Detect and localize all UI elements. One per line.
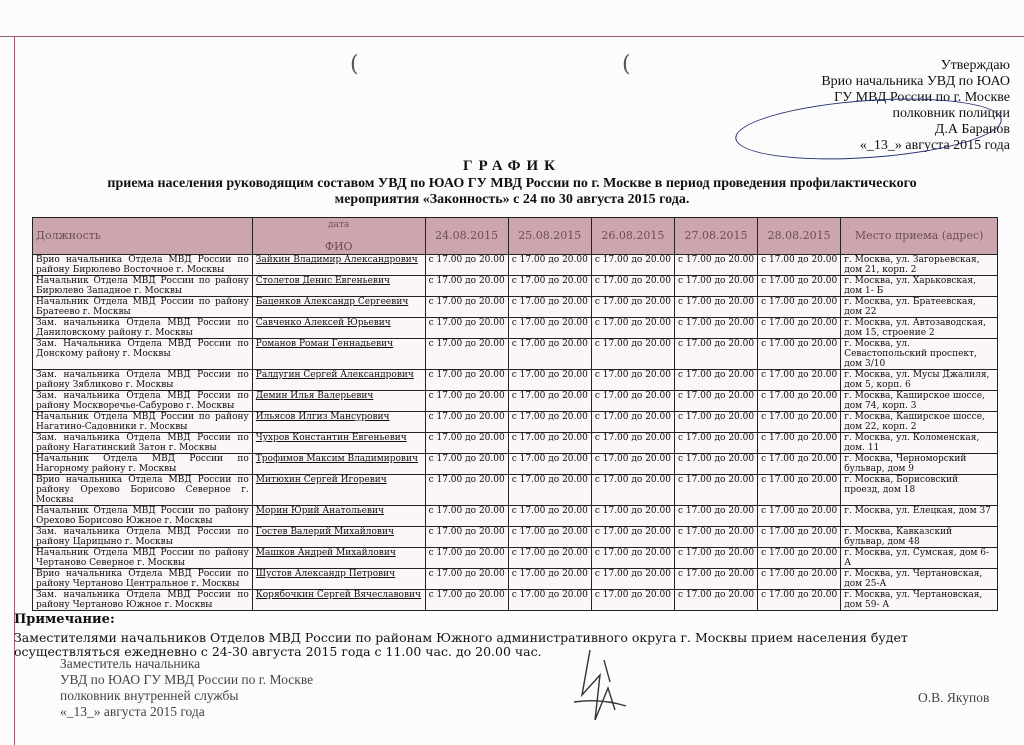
cell-time: с 17.00 до 20.00 <box>674 276 757 297</box>
cell-time: с 17.00 до 20.00 <box>758 255 841 276</box>
cell-address: г. Москва, ул. Сумская, дом 6-А <box>841 548 998 569</box>
cell-address: г. Москва, Каширское шоссе, дом 74, корп. 3 <box>841 391 998 412</box>
table-row <box>33 454 998 475</box>
cell-address: г. Москва, Борисовский проезд, дом 18 <box>841 475 998 506</box>
cell-time: с 17.00 до 20.00 <box>674 569 757 590</box>
header-day: 26.08.2015 <box>591 218 674 255</box>
cell-time: с 17.00 до 20.00 <box>508 391 591 412</box>
deputy-line: полковник внутренней службы <box>60 688 239 703</box>
cell-name: Шустов Александр Петрович <box>252 569 425 590</box>
cell-time: с 17.00 до 20.00 <box>591 276 674 297</box>
cell-position: Зам. начальника Отдела МВД России по району Царицыно г. Москвы <box>33 527 253 548</box>
table-row <box>33 475 998 506</box>
cell-name: Демин Илья Валерьевич <box>252 391 425 412</box>
cell-time: с 17.00 до 20.00 <box>425 475 508 506</box>
cell-name: Чухров Константин Евгеньевич <box>252 433 425 454</box>
cell-position: Начальник Отдела МВД России по району Братеево г. Москвы <box>33 297 253 318</box>
cell-position: Зам. начальника Отдела МВД России по району Чертаново Южное г. Москвы <box>33 590 253 611</box>
deputy-signature-block <box>60 656 313 720</box>
cell-time: с 17.00 до 20.00 <box>758 548 841 569</box>
approval-line: ГУ МВД России по г. Москве <box>834 90 1010 105</box>
cell-time: с 17.00 до 20.00 <box>674 391 757 412</box>
cell-time: с 17.00 до 20.00 <box>425 506 508 527</box>
cell-position: Врио начальника Отдела МВД России по району Бирюлево Восточное г. Москвы <box>33 255 253 276</box>
cell-name: Трофимов Максим Владимирович <box>252 454 425 475</box>
table-row <box>33 527 998 548</box>
signature-loop <box>733 91 1003 167</box>
cell-time: с 17.00 до 20.00 <box>425 255 508 276</box>
cell-time: с 17.00 до 20.00 <box>508 255 591 276</box>
cell-position: Зам. начальника Отдела МВД России по району Зябликово г. Москвы <box>33 370 253 391</box>
cell-time: с 17.00 до 20.00 <box>425 318 508 339</box>
cell-time: с 17.00 до 20.00 <box>758 506 841 527</box>
cell-address: г. Москва, Каширское шоссе, дом 22, корп. 2 <box>841 412 998 433</box>
cell-time: с 17.00 до 20.00 <box>758 475 841 506</box>
header-day: 24.08.2015 <box>425 218 508 255</box>
cell-time: с 17.00 до 20.00 <box>591 454 674 475</box>
cell-name: Гостев Валерий Михайлович <box>252 527 425 548</box>
cell-name: Баценков Александр Сергеевич <box>252 297 425 318</box>
cell-time: с 17.00 до 20.00 <box>758 339 841 370</box>
table-row <box>33 590 998 611</box>
cell-time: с 17.00 до 20.00 <box>508 339 591 370</box>
cell-time: с 17.00 до 20.00 <box>508 548 591 569</box>
cell-name: Ильясов Илгиз Мансурович <box>252 412 425 433</box>
cell-name: Машков Андрей Михайлович <box>252 548 425 569</box>
cell-time: с 17.00 до 20.00 <box>591 370 674 391</box>
cell-position: Начальник Отдела МВД России по району Чертаново Северное г. Москвы <box>33 548 253 569</box>
schedule-table <box>32 217 998 611</box>
cell-position: Начальник Отдела МВД России по району Бирюлево Западное г. Москвы <box>33 276 253 297</box>
handwritten-signature <box>560 640 640 730</box>
cell-position: Начальник Отдела МВД России по району Нагатино-Садовники г. Москвы <box>33 412 253 433</box>
cell-time: с 17.00 до 20.00 <box>508 370 591 391</box>
deputy-date: «_13_» августа 2015 года <box>60 704 205 719</box>
table-row <box>33 433 998 454</box>
table-row <box>33 318 998 339</box>
cell-time: с 17.00 до 20.00 <box>674 475 757 506</box>
cell-time: с 17.00 до 20.00 <box>758 297 841 318</box>
cell-time: с 17.00 до 20.00 <box>674 255 757 276</box>
cell-time: с 17.00 до 20.00 <box>674 433 757 454</box>
cell-time: с 17.00 до 20.00 <box>758 527 841 548</box>
cell-address: г. Москва, ул. Харьковская, дом 1- Б <box>841 276 998 297</box>
note-text: Заместителями начальников Отделов МВД России по районам Южного административного округа г. Москвы прием населения будет осуществляться ежедневно с 24-30 августа 2015 года с 11.00 час. до 20.00 час. <box>14 630 908 659</box>
cell-time: с 17.00 до 20.00 <box>591 412 674 433</box>
cell-address: г. Москва, ул. Коломенская, дом. 11 <box>841 433 998 454</box>
cell-position: Начальник Отдела МВД России по Нагорному району г. Москвы <box>33 454 253 475</box>
cell-time: с 17.00 до 20.00 <box>508 433 591 454</box>
cell-name: Морин Юрий Анатольевич <box>252 506 425 527</box>
cell-time: с 17.00 до 20.00 <box>508 297 591 318</box>
cell-address: г. Москва, ул. Чертановская, дом 59- А <box>841 590 998 611</box>
cell-address: г. Москва, ул. Елецкая, дом 37 <box>841 506 998 527</box>
cell-time: с 17.00 до 20.00 <box>758 590 841 611</box>
cell-time: с 17.00 до 20.00 <box>758 569 841 590</box>
cell-time: с 17.00 до 20.00 <box>591 569 674 590</box>
note-label: Примечание: <box>14 612 115 627</box>
table-row <box>33 569 998 590</box>
cell-time: с 17.00 до 20.00 <box>508 475 591 506</box>
document-subtitle-line2: мероприятия «Законность» с 24 по 30 августа 2015 года. <box>334 192 690 207</box>
cell-time: с 17.00 до 20.00 <box>591 433 674 454</box>
cell-time: с 17.00 до 20.00 <box>591 548 674 569</box>
cell-time: с 17.00 до 20.00 <box>425 391 508 412</box>
cell-time: с 17.00 до 20.00 <box>508 506 591 527</box>
cell-time: с 17.00 до 20.00 <box>591 297 674 318</box>
cell-name: Савченко Алексей Юрьевич <box>252 318 425 339</box>
approval-line: Врио начальника УВД по ЮАО <box>821 74 1010 89</box>
cell-time: с 17.00 до 20.00 <box>591 506 674 527</box>
cell-time: с 17.00 до 20.00 <box>425 569 508 590</box>
cell-time: с 17.00 до 20.00 <box>758 318 841 339</box>
cell-name: Столетов Денис Евгеньевич <box>252 276 425 297</box>
table-row <box>33 370 998 391</box>
header-fio-label: ФИО <box>324 240 353 253</box>
cell-time: с 17.00 до 20.00 <box>674 318 757 339</box>
cell-time: с 17.00 до 20.00 <box>591 527 674 548</box>
cell-time: с 17.00 до 20.00 <box>508 412 591 433</box>
cell-time: с 17.00 до 20.00 <box>591 590 674 611</box>
cell-time: с 17.00 до 20.00 <box>425 548 508 569</box>
cell-time: с 17.00 до 20.00 <box>425 412 508 433</box>
cell-time: с 17.00 до 20.00 <box>674 370 757 391</box>
cell-time: с 17.00 до 20.00 <box>425 276 508 297</box>
cell-time: с 17.00 до 20.00 <box>674 590 757 611</box>
cell-time: с 17.00 до 20.00 <box>508 318 591 339</box>
cell-time: с 17.00 до 20.00 <box>674 454 757 475</box>
hole-punch-mark-right: ( <box>622 52 631 77</box>
header-position: Должность <box>33 218 253 255</box>
hole-punch-mark-left: ( <box>350 52 359 77</box>
cell-time: с 17.00 до 20.00 <box>508 454 591 475</box>
cell-time: с 17.00 до 20.00 <box>674 412 757 433</box>
approval-signatory: Д.А Баранов <box>934 122 1010 137</box>
table-row <box>33 339 998 370</box>
cell-address: г. Москва, ул. Загорьевская, дом 21, корп. 2 <box>841 255 998 276</box>
cell-time: с 17.00 до 20.00 <box>591 318 674 339</box>
approval-line: полковник полиции <box>892 106 1010 121</box>
header-day: 28.08.2015 <box>758 218 841 255</box>
cell-address: г. Москва, Черноморский бульвар, дом 9 <box>841 454 998 475</box>
top-border-line <box>0 36 1024 37</box>
cell-position: Зам. Начальника Отдела МВД России по Донскому району г. Москвы <box>33 339 253 370</box>
deputy-name: О.В. Якупов <box>918 690 990 705</box>
cell-time: с 17.00 до 20.00 <box>674 297 757 318</box>
document-heading: ГРАФИК <box>462 158 562 174</box>
cell-time: с 17.00 до 20.00 <box>508 590 591 611</box>
cell-time: с 17.00 до 20.00 <box>758 391 841 412</box>
cell-name: Романов Роман Геннадьевич <box>252 339 425 370</box>
header-date-label: дата <box>328 220 350 230</box>
cell-time: с 17.00 до 20.00 <box>425 370 508 391</box>
cell-time: с 17.00 до 20.00 <box>758 276 841 297</box>
cell-time: с 17.00 до 20.00 <box>425 297 508 318</box>
cell-time: с 17.00 до 20.00 <box>674 506 757 527</box>
cell-address: г. Москва, ул. Автозаводская, дом 15, строение 2 <box>841 318 998 339</box>
cell-address: г. Москва, ул. Севастопольский проспект, дом 3/10 <box>841 339 998 370</box>
table-row <box>33 391 998 412</box>
approval-line: Утверждаю <box>940 58 1010 73</box>
cell-time: с 17.00 до 20.00 <box>758 454 841 475</box>
table-row <box>33 548 998 569</box>
table-row <box>33 297 998 318</box>
cell-time: с 17.00 до 20.00 <box>674 548 757 569</box>
cell-time: с 17.00 до 20.00 <box>425 527 508 548</box>
cell-position: Врио начальника Отдела МВД России по району Чертаново Центральное г. Москвы <box>33 569 253 590</box>
cell-name: Корябочкин Сергей Вячеславович <box>252 590 425 611</box>
cell-address: г. Москва, ул. Мусы Джалиля, дом 5, корп. 6 <box>841 370 998 391</box>
cell-time: с 17.00 до 20.00 <box>425 433 508 454</box>
cell-name: Митюхин Сергей Игоревич <box>252 475 425 506</box>
header-day: 25.08.2015 <box>508 218 591 255</box>
table-header-row <box>33 218 998 255</box>
cell-time: с 17.00 до 20.00 <box>674 339 757 370</box>
cell-address: г. Москва, ул. Чертановская, дом 25-А <box>841 569 998 590</box>
table-row <box>33 255 998 276</box>
cell-time: с 17.00 до 20.00 <box>508 527 591 548</box>
cell-time: с 17.00 до 20.00 <box>425 339 508 370</box>
cell-time: с 17.00 до 20.00 <box>425 454 508 475</box>
cell-time: с 17.00 до 20.00 <box>425 590 508 611</box>
cell-time: с 17.00 до 20.00 <box>674 527 757 548</box>
cell-time: с 17.00 до 20.00 <box>508 276 591 297</box>
cell-name: Ралдугин Сергей Александрович <box>252 370 425 391</box>
deputy-line: УВД по ЮАО ГУ МВД России по г. Москве <box>60 672 314 687</box>
header-day: 27.08.2015 <box>674 218 757 255</box>
approval-date: «_13_» августа 2015 года <box>859 138 1010 153</box>
cell-time: с 17.00 до 20.00 <box>758 412 841 433</box>
cell-position: Зам. начальника Отдела МВД России по району Москворечье-Сабурово г. Москвы <box>33 391 253 412</box>
header-fio <box>252 218 425 255</box>
document-subtitle-line1: приема населения руководящим составом УВД по ЮАО ГУ МВД России по г. Москве в период проведения профилактического <box>107 176 917 191</box>
cell-position: Начальник Отдела МВД России по району Орехово Борисово Южное г. Москвы <box>33 506 253 527</box>
cell-time: с 17.00 до 20.00 <box>758 433 841 454</box>
cell-time: с 17.00 до 20.00 <box>591 339 674 370</box>
header-address: Место приема (адрес) <box>841 218 998 255</box>
cell-time: с 17.00 до 20.00 <box>591 391 674 412</box>
table-row <box>33 506 998 527</box>
cell-time: с 17.00 до 20.00 <box>508 569 591 590</box>
cell-time: с 17.00 до 20.00 <box>591 255 674 276</box>
table-row <box>33 412 998 433</box>
cell-name: Зайкин Владимир Александрович <box>252 255 425 276</box>
cell-address: г. Москва, Кавказский бульвар, дом 48 <box>841 527 998 548</box>
cell-time: с 17.00 до 20.00 <box>758 370 841 391</box>
cell-position: Врио начальника Отдела МВД России по району Орехово Борисово Северное г. Москвы <box>33 475 253 506</box>
cell-address: г. Москва, ул. Братеевская, дом 22 <box>841 297 998 318</box>
cell-time: с 17.00 до 20.00 <box>591 475 674 506</box>
deputy-line: Заместитель начальника <box>60 656 201 671</box>
cell-position: Зам. начальника Отдела МВД России по району Нагатинский Затон г. Москвы <box>33 433 253 454</box>
table-row <box>33 276 998 297</box>
cell-position: Зам. начальника Отдела МВД России по Даниловскому району г. Москвы <box>33 318 253 339</box>
